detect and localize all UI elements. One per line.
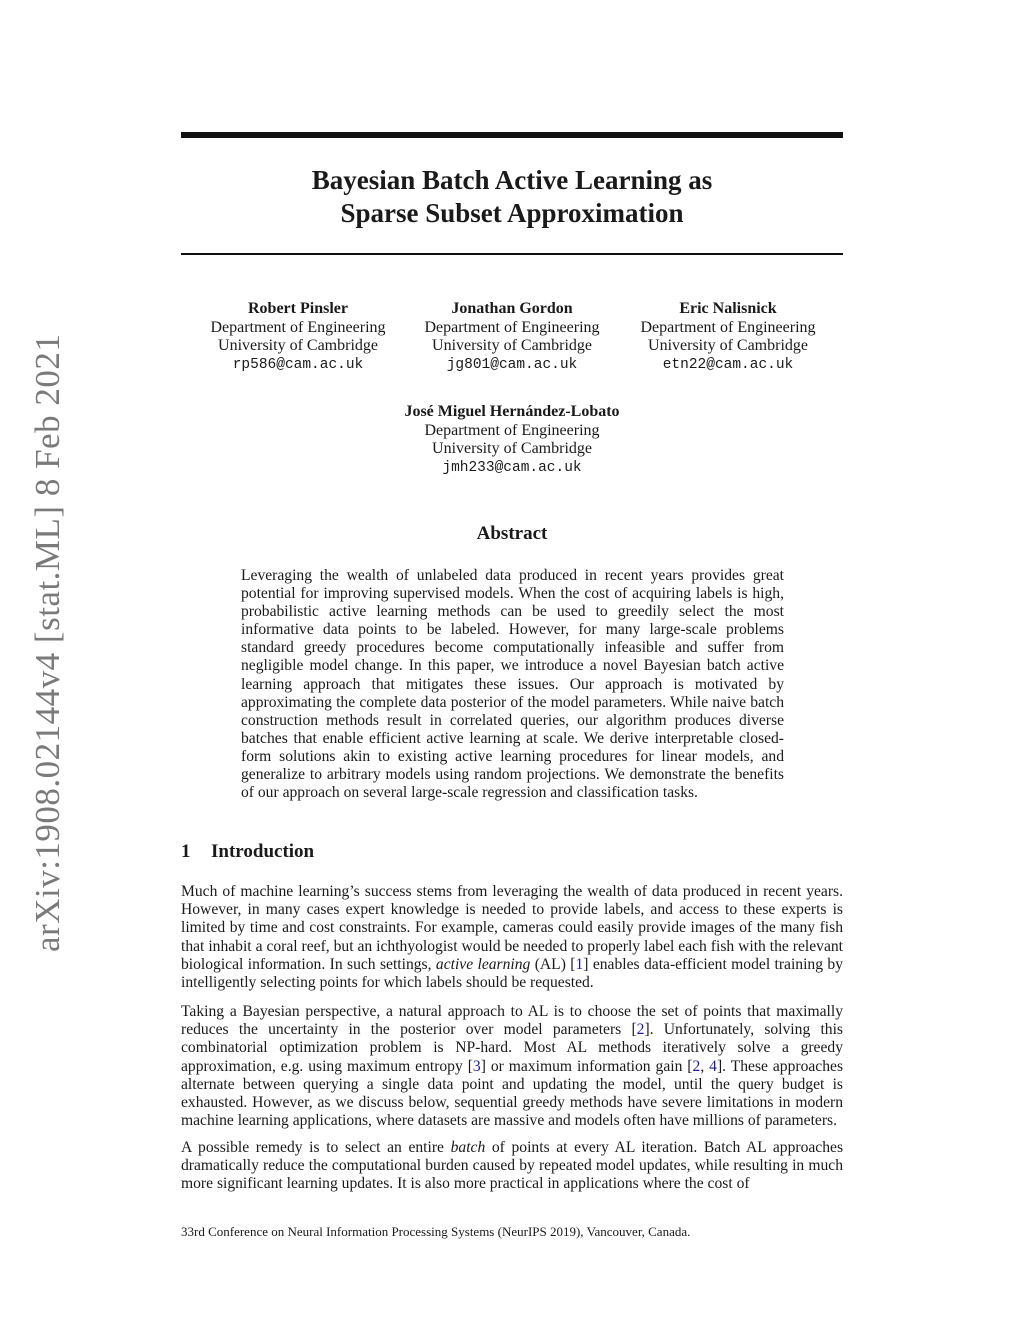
- citation-link[interactable]: 2: [636, 1021, 645, 1039]
- author-name: Robert Pinsler: [248, 300, 348, 317]
- author-block-4: [372, 403, 652, 477]
- author-university: University of Cambridge: [648, 337, 808, 354]
- author-university: University of Cambridge: [432, 440, 592, 457]
- title-bottom-rule: [181, 253, 843, 255]
- intro-paragraph-3: A possible remedy is to select an entire batch of points at every AL iteration. Batch AL approaches dramatically reduce the computational burden caused by repeated model updates, while resulting in much more significant learning updates. It is also more practical in applications where the cost of: [181, 1139, 844, 1193]
- paper-title: [181, 164, 843, 230]
- author-email[interactable]: jmh233@cam.ac.uk: [442, 459, 582, 476]
- author-name: José Miguel Hernández-Lobato: [404, 403, 620, 420]
- abstract-heading: Abstract: [476, 523, 548, 544]
- author-department: Department of Engineering: [424, 318, 600, 336]
- citation-link[interactable]: 4: [709, 1057, 717, 1075]
- section-title: Introduction: [211, 841, 315, 862]
- abstract-text: Leveraging the wealth of unlabeled data produced in recent years provides great potential for improving supervised models. When the cost of acquiring labels is high, probabilistic active learning methods can be used to greedily select the most informative data points to be labeled. However, for many large-scale problems standard greedy procedures become computationally infeasible and suffer from negligible model change. In this paper, we introduce a novel Bayesian batch active learning approach that mitigates these issues. Our approach is motivated by approximating the complete data posterior of the model parameters. While naive batch construction methods result in correlated queries, our algorithm produces diverse batches that enable efficient active learning at scale. We derive interpretable closed-form solutions akin to existing active learning procedures for linear models, and generalize to arbitrary models using random projections. We demonstrate the benefits of our approach on several large-scale regression and classification tasks.: [241, 567, 784, 802]
- author-university: University of Cambridge: [432, 337, 592, 354]
- author-department: Department of Engineering: [210, 318, 386, 336]
- intro-paragraph-2: Taking a Bayesian perspective, a natural approach to AL is to choose the set of points that maximally reduces the uncertainty in the posterior over model parameters [2]. Unfortunately, solving this combinatorial optimization problem is NP-hard. Most AL methods iteratively solve a greedy approximation, e.g. using maximum entropy [3] or maximum information gain [2, 4]. These approaches alternate between querying a single data point and updating the model, until the query budget is exhausted. However, as we discuss below, sequential greedy methods have severe limitations in modern machine learning applications, where datasets are massive and models often have millions of parameters.: [181, 1003, 844, 1130]
- author-block-1: [188, 300, 408, 374]
- title-top-rule: [181, 132, 843, 138]
- author-department: Department of Engineering: [424, 421, 600, 439]
- arxiv-identifier-stamp: arXiv:1908.02144v4 [stat.ML] 8 Feb 2021: [28, 333, 67, 952]
- author-block-3: [618, 300, 838, 374]
- intro-paragraph-1: Much of machine learning’s success stems from leveraging the wealth of data produced in recent years. However, in many cases expert knowledge is needed to provide labels, and access to these experts is limited by time and cost constraints. For example, cameras could easily provide images of the many fish that inhabit a coral reef, but an ichthyologist would be needed to properly label each fish with the relevant biological information. In such settings, active learning (AL) [1] enables data-efficient model training by intelligently selecting points for which labels should be requested.: [181, 883, 843, 992]
- author-email[interactable]: rp586@cam.ac.uk: [232, 356, 364, 373]
- author-name: Jonathan Gordon: [451, 300, 573, 317]
- section-number: 1: [181, 841, 191, 862]
- author-department: Department of Engineering: [640, 318, 816, 336]
- author-name: Eric Nalisnick: [679, 300, 777, 317]
- citation-link[interactable]: 2: [692, 1057, 701, 1075]
- emphasis-batch: batch: [450, 1139, 486, 1156]
- paper-title-line-1: Bayesian Batch Active Learning as: [311, 165, 713, 195]
- citation-link[interactable]: 3: [472, 1057, 481, 1075]
- paper-title-line-2: Sparse Subset Approximation: [340, 198, 684, 228]
- author-university: University of Cambridge: [218, 337, 378, 354]
- section-heading-introduction: [181, 841, 314, 863]
- author-block-2: [402, 300, 622, 374]
- citation-link[interactable]: 1: [575, 955, 584, 973]
- author-email[interactable]: etn22@cam.ac.uk: [662, 356, 794, 373]
- emphasis-active-learning: active learning: [435, 955, 531, 973]
- author-email[interactable]: jg801@cam.ac.uk: [446, 356, 578, 373]
- conference-footnote: 33rd Conference on Neural Information Processing Systems (NeurIPS 2019), Vancouver, Canada.: [181, 1224, 691, 1239]
